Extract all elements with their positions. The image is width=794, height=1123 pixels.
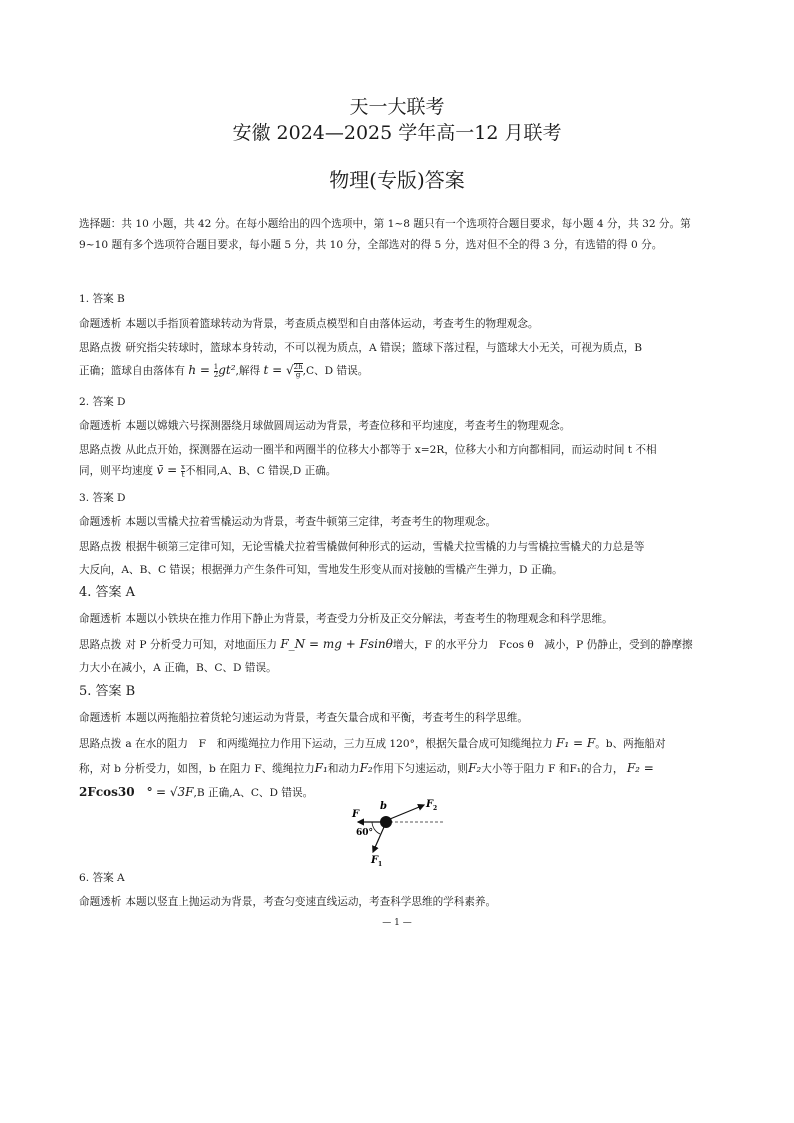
- q3-analysis-text: 本题以雪橇犬拉着雪橇运动为背景，考查牛顿第三定律，考查考生的物理观念。: [125, 516, 497, 528]
- q5-eq-b2: F₂: [359, 761, 373, 775]
- q2-hint-text-b2: 不相同,A、B、C 错误,D 正确。: [184, 465, 337, 477]
- q5-hint-text-b2: 和动力: [327, 763, 360, 775]
- q5-analysis-text: 本题以两拖船拉着货轮匀速运动为背景，考查矢量合成和平衡，考查考生的科学思维。: [125, 712, 528, 724]
- q1-eq1-tail: gt²: [218, 363, 236, 377]
- q1-analysis: [79, 314, 719, 334]
- q2-analysis: [79, 416, 719, 436]
- q1-eq1-den: 2: [213, 370, 219, 379]
- q5-hint-text-b3: 作用下匀速运动，则: [372, 763, 469, 775]
- q1-eq1-num: 1: [213, 362, 219, 371]
- q5-hint-line-1: [79, 733, 719, 754]
- q1-hint-text-b1: 正确；篮球自由落体有: [79, 365, 185, 377]
- label-F1: F: [371, 855, 379, 866]
- q5-hint-text-c2: ,B 正确,A、C、D 错误。: [193, 787, 314, 799]
- q2-analysis-label: 命题透析: [79, 420, 122, 432]
- q4-hint-label: 思路点拨: [79, 639, 122, 651]
- q2-analysis-text: 本题以嫦娥六号探测器绕月球做圆周运动为背景，考查位移和平均速度，考查考生的物理观念。: [125, 420, 571, 432]
- label-F2-sub: 2: [433, 805, 438, 812]
- intro-paragraph: 选择题：共 10 小题，共 42 分。在每小题给出的四个选项中，第 1~8 题只有一个选项符合题目要求，每小题 4 分，共 32 分。第 9~10 题有多个选项符合题目要求，每小题 5 分，共 10 分，全部选对的得 5 分，选对但不全的得 3 分，有选错的得 0 分。: [79, 218, 691, 251]
- q5-answer: 5. 答案 B: [79, 684, 136, 699]
- q6-analysis-label: 命题透析: [79, 896, 122, 908]
- q4-analysis-label: 命题透析: [79, 613, 122, 625]
- q5-eq-b3: F₂: [468, 761, 482, 775]
- force-F2-arrow: [390, 805, 424, 819]
- q5-eq-a: F₁ = F: [556, 736, 596, 750]
- q1-hint-text-b2: ,解得: [235, 365, 261, 377]
- q1-hint-line-1: [79, 338, 719, 358]
- q5-analysis-label: 命题透析: [79, 712, 122, 724]
- document-title: 物理(专版)答案: [329, 168, 465, 192]
- q6-answer: 6. 答案 A: [79, 872, 125, 884]
- header-line-1: 天一大联考: [349, 96, 445, 118]
- q6-analysis-text: 本题以竖直上抛运动为背景，考查匀变速直线运动，考查科学思维的学科素养。: [125, 896, 497, 908]
- q1-eq2-num: 2h: [293, 363, 303, 371]
- q5-analysis: [79, 708, 719, 728]
- q3-hint-line-1: [79, 537, 719, 557]
- q2-hint-line-2: [79, 460, 719, 481]
- q2-hint-label: 思路点拨: [79, 444, 122, 456]
- q5-eq-b4: F₂ =: [626, 761, 654, 775]
- q1-eq1: h =: [188, 363, 214, 377]
- q2-eq: v̄ =: [156, 463, 181, 477]
- q3-hint-label: 思路点拨: [79, 541, 122, 553]
- label-angle: 60°: [356, 828, 374, 838]
- q1-eq2-den: g: [295, 371, 301, 379]
- q3-answer: 3. 答案 D: [79, 492, 126, 504]
- q5-hint-text-c1: 2Fcos30 °: [79, 785, 153, 799]
- q2-eq-num: x: [181, 462, 185, 471]
- q5-hint-text-b4: 大小等于阻力 F 和F₁的合力，: [481, 763, 624, 775]
- force-F1-arrow: [373, 827, 384, 852]
- q3-analysis-label: 命题透析: [79, 516, 122, 528]
- q5-hint-text-a1: a 在水的阻力 F 和两缆绳拉力作用下运动，三力互成 120°，根据矢量合成可知缆绳拉力: [125, 738, 553, 750]
- q1-hint-line-2: [79, 360, 719, 381]
- force-diagram: [340, 797, 460, 869]
- q5-hint-text-a2: 。b、两拖船对: [595, 738, 666, 750]
- q1-analysis-label: 命题透析: [79, 318, 122, 330]
- q5-eq-b1: F₁: [314, 761, 328, 775]
- q2-eq-den: t: [181, 470, 185, 479]
- q1-eq2-fraction: [294, 363, 303, 379]
- q1-hint-text-a: 研究指尖转球时，篮球本身转动，不可以视为质点，A 错误；篮球下落过程，与篮球大小无关，可视为质点，B: [125, 342, 643, 354]
- q2-hint-text-a: 从此点开始，探测器在运动一圈半和两圈半的位移大小都等于 x=2R，位移大小和方向都相同，而运动时间 t 不相: [125, 444, 657, 456]
- q2-hint-line-1: [79, 440, 719, 460]
- q1-hint-text-b3: ,C、D 错误。: [302, 365, 369, 377]
- q4-eq: F_N = mg + Fsinθ: [280, 637, 393, 651]
- label-F1-sub: 1: [378, 861, 383, 868]
- q6-analysis: [79, 892, 719, 912]
- q4-analysis: [79, 609, 719, 629]
- q4-hint-line-1: [79, 634, 719, 655]
- q4-hint-text-a1: 对 P 分析受力可知，对地面压力: [125, 639, 277, 651]
- q4-analysis-text: 本题以小铁块在推力作用下静止为背景，考查受力分析及正交分解法，考查考生的物理观念和科学思维。: [125, 613, 613, 625]
- q1-hint-label: 思路点拨: [79, 342, 122, 354]
- q2-hint-text-b1: 同，则平均速度: [79, 465, 154, 477]
- q2-answer: 2. 答案 D: [79, 396, 126, 408]
- q3-analysis: [79, 512, 719, 532]
- q1-answer: 1. 答案 B: [79, 293, 125, 305]
- q1-eq2: t = √: [263, 363, 294, 377]
- q4-answer: 4. 答案 A: [79, 585, 136, 600]
- q3-hint-line-2: 大反向，A、B、C 错误；根据弹力产生条件可知，雪地发生形变从而对接触的雪橇产生弹力，D 正确。: [79, 564, 563, 576]
- label-F: F: [352, 809, 360, 820]
- q5-hint-text-b1: 称，对 b 分析受力，如图，b 在阻力 F、缆绳拉力: [79, 763, 315, 775]
- q5-hint-label: 思路点拨: [79, 738, 122, 750]
- page-number: — 1 —: [382, 918, 412, 928]
- q1-analysis-text: 本题以手指顶着篮球转动为背景，考查质点模型和自由落体运动，考查考生的物理观念。: [125, 318, 539, 330]
- q4-hint-text-a2: 增大，F 的水平分力 Fcos θ 减小，P 仍静止，受到的静摩擦: [392, 639, 693, 651]
- q5-hint-line-2: [79, 758, 719, 779]
- q4-hint-line-2: 力大小在减小，A 正确，B、C、D 错误。: [79, 662, 277, 674]
- header-line-2: 安徽 2024—2025 学年高一12 月联考: [232, 122, 562, 144]
- label-F2: F: [426, 799, 434, 810]
- q5-eq-c: = √3F: [156, 785, 194, 799]
- point-b: [380, 816, 392, 828]
- label-b: b: [380, 801, 387, 812]
- q3-hint-text-a: 根据牛顿第三定律可知，无论雪橇犬拉着雪橇做何种形式的运动，雪橇犬拉雪橇的力与雪橇拉雪橇犬的力总是等: [125, 541, 645, 553]
- angle-arc: [372, 822, 380, 834]
